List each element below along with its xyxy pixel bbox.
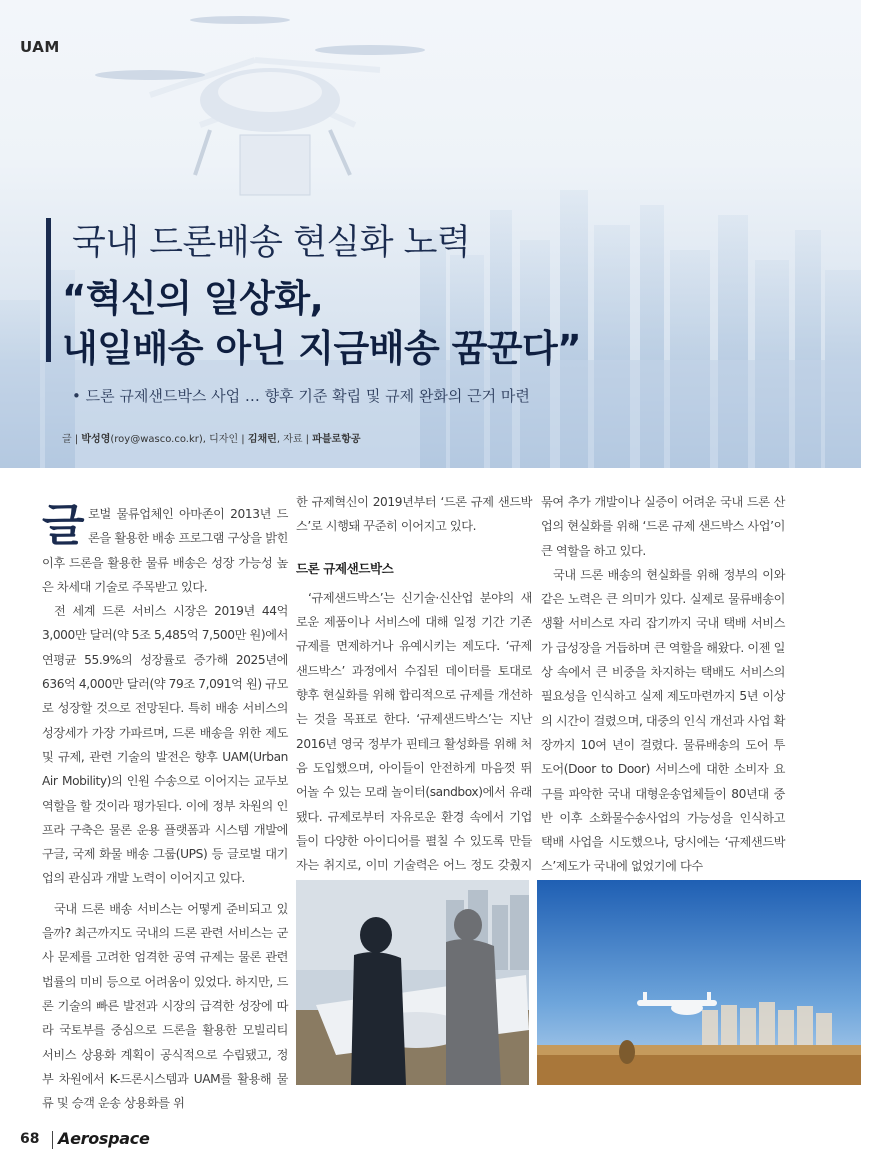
headline-line1: “혁신의 일상화, bbox=[62, 277, 324, 320]
author-email: (roy@wasco.co.kr), 디자인 | bbox=[110, 434, 248, 445]
subheading: 드론 규제샌드박스 bbox=[296, 560, 394, 576]
article-deck: • 드론 규제샌드박스 사업 … 향후 기준 확립 및 규제 완화의 근거 마련 bbox=[72, 387, 530, 405]
article-subtitle: 국내 드론배송 현실화 노력 bbox=[72, 223, 471, 263]
section-tag: UAM bbox=[20, 38, 60, 56]
body-column-2 bbox=[296, 490, 532, 902]
title-accent-bar bbox=[46, 218, 51, 362]
byline-prefix: 글 | bbox=[62, 434, 82, 445]
paragraph-5: ‘규제샌드박스’는 신기술·신산업 분야의 새로운 제품이나 서비스에 대해 일정 기간 기존 규제를 면제하거나 유예시키는 제도다. ‘규제샌드박스’ 과정에서 수집된 데이터를 토대로 향후 현실화를 위해 합리적으로 규제를 개선하는 것을 목표로 한다. ‘규제샌드박스’는 지난 2016년 영국 정부가 핀테크 활성화를 위해 처음 도입했으며, 아이들이 안전하게 마음껏 뛰어놀 수 있는 모래 놀이터(sandbox)에서 유래됐다. 규제로부터 자유로운 환경 속에서 기업들이 다양한 아이디어를 펼칠 수 있도록 만들자는 취지로, 이미 기술력은 어느 정도 갖췄지 bbox=[296, 590, 532, 873]
photo-drone-flight bbox=[537, 880, 861, 1085]
magazine-logo: Aerospace bbox=[58, 1129, 150, 1148]
paragraph-6: 묶여 추가 개발이나 실증이 어려운 국내 드론 산업의 현실화를 위해 ‘드론 규제 샌드박스 사업’이 큰 역할을 하고 있다. bbox=[541, 495, 785, 558]
photo-drone-team bbox=[296, 880, 529, 1085]
source-name: 파블로항공 bbox=[312, 434, 361, 445]
designer-name: 김채린 bbox=[247, 434, 277, 445]
paragraph-3: 국내 드론 배송 서비스는 어떻게 준비되고 있을까? 최근까지도 국내의 드론 관련 서비스는 군사 문제를 고려한 엄격한 공역 규제는 물론 관련 법률의 미비 등으로 어려움이 있었다. 하지만, 드론 기술의 빠른 발전과 시장의 급격한 성장에 따라 국토부를 중심으로 드론을 활용한 모빌리티 서비스 상용화 계획이 공식적으로 수립됐고, 정부 차원에서 K-드론시스템과 UAM를 활용해 물류 및 승객 운송 상용화를 위 bbox=[42, 901, 288, 1111]
headline-line2: 내일배송 아닌 지금배송 꿈꾼다” bbox=[62, 327, 582, 370]
byline bbox=[62, 430, 361, 445]
author-name: 박성영 bbox=[81, 434, 111, 445]
body-column-3 bbox=[541, 490, 785, 879]
source-label: , 자료 | bbox=[276, 434, 313, 445]
page-number: 68 bbox=[20, 1131, 40, 1147]
paragraph-7: 국내 드론 배송의 현실화를 위해 정부의 이와 같은 노력은 큰 의미가 있다. 실제로 물류배송이 생활 서비스로 자리 잡기까지 국내 택배 서비스가 급성장을 거듭하며 큰 역할을 해왔다. 이젠 일상 속에서 큰 비중을 차지하는 택배도 서비스의 필요성을 인식하고 실제 제도마련까지 5년 이상의 시간이 걸렸으며, 대중의 인식 개선과 사업 확장까지 10여 년이 걸렸다. 물류배송의 도어 투 도어(Door to Door) 서비스에 대한 소비자 요구를 파악한 국내 대형운송업체들이 80년대 중반 이후 소화물수송사업의 가능성을 인식하고 택배 사업을 시도했으나, 당시에는 ‘규제샌드박스’제도가 국내에 없었기에 다수 bbox=[541, 567, 785, 874]
dropcap: 글 bbox=[42, 500, 85, 551]
folio-divider bbox=[52, 1131, 53, 1149]
paragraph-1: 로벌 물류업체인 아마존이 2013년 드론을 활용한 배송 프로그램 구상을 밝힌 이후 드론을 활용한 물류 배송은 성장 가능성 높은 차세대 기술로 주목받고 있다. bbox=[42, 507, 288, 594]
paragraph-4: 한 규제혁신이 2019년부터 ‘드론 규제 샌드박스’로 시행돼 꾸준히 이어지고 있다. bbox=[296, 495, 532, 534]
paragraph-2: 전 세계 드론 서비스 시장은 2019년 44억 3,000만 달러(약 5조 5,485억 7,500만 원)에서 연평균 55.9%의 성장률로 증가해 2025년에 636억 4,000만 달러(약 79조 7,091억 원) 규모로 성장할 것으로 전망된다. 특히 배송 서비스의 성장세가 가장 가파르며, 드론 배송을 위한 제도 및 규제, 관련 기술의 발전은 향후 UAM(Urban Air Mobility)의 인원 수송으로 이어지는 교두보 역할을 할 것이라 평가된다. 이에 정부 차원의 인프라 구축은 물론 운용 플랫폼과 시스템 개발에 구글, 국제 화물 배송 그룹(UPS) 등 글로벌 대기업의 관심과 개발 노력이 이어지고 있다. bbox=[42, 604, 288, 886]
body-column-1 bbox=[42, 502, 288, 1115]
